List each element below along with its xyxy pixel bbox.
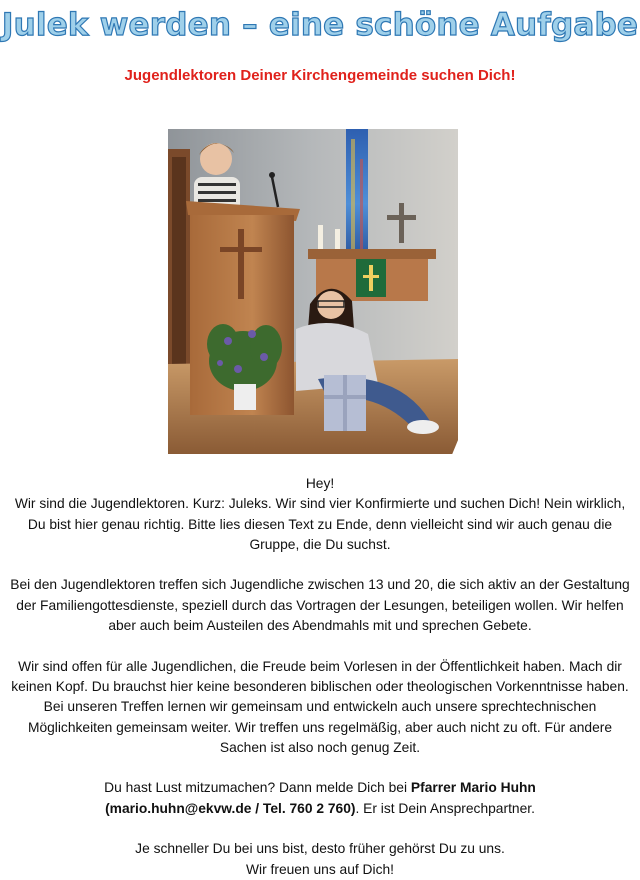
contact-details: (mario.huhn@ekvw.de / Tel. 760 2 760) xyxy=(105,800,356,816)
page-title: Julek werden – eine schöne Aufgabe xyxy=(1,7,639,43)
paragraph-openness: Wir sind offen für alle Jugendlichen, die Freude beim Vorlesen in der Öffentlichkeit haben. Mach dir keinen Kopf. Du brauchst hier keine besonderen biblischen oder theologischen Vorkenntnisse haben. Bei unseren Treffen lernen wir gemeinsam und entwickeln auch unsere sprechtechnischen Möglichkeiten gemeinsam weiter. Wir treffen uns regelmäßig, aber auch nicht zu oft. Für andere Sachen ist also noch genug Zeit. xyxy=(11,658,629,755)
contact-name: Pfarrer Mario Huhn xyxy=(410,780,536,796)
church-lectern-photo xyxy=(168,129,458,454)
paragraph-activities: Bei den Jugendlektoren treffen sich Jugendliche zwischen 13 und 20, die sich aktiv an der Gestaltung der Familiengottesdienste, speziell durch das Vortragen der Lesungen, beteiligen wollen. Wir helfen aber auch beim Austeilen des Abendmahls mit und sprechen Gebete. xyxy=(10,577,630,634)
invitation-text xyxy=(8,474,632,880)
closing-line-1: Je schneller Du bei uns bist, desto früher gehörst Du zu uns. xyxy=(135,841,505,857)
church-photo xyxy=(159,120,467,463)
greeting: Hey! xyxy=(305,476,335,491)
closing-line-2: Wir freuen uns auf Dich! xyxy=(246,861,394,877)
paragraph-intro: Wir sind die Jugendlektoren. Kurz: Juleks. Wir sind vier Konfirmierte und suchen Dich! Nein wirklich, Du bist hier genau richtig. Bitte lies diesen Text zu Ende, denn vielleicht sind wir auch genau die Gruppe, die Du suchst. xyxy=(14,496,626,552)
contact-outro: . Er ist Dein Ansprechpartner. xyxy=(355,800,535,816)
contact-intro: Du hast Lust mitzumachen? Dann melde Dich bei xyxy=(104,780,411,796)
paragraph-contact xyxy=(8,778,632,819)
page-subtitle: Jugendlektoren Deiner Kirchengemeinde suchen Dich! xyxy=(124,67,516,84)
